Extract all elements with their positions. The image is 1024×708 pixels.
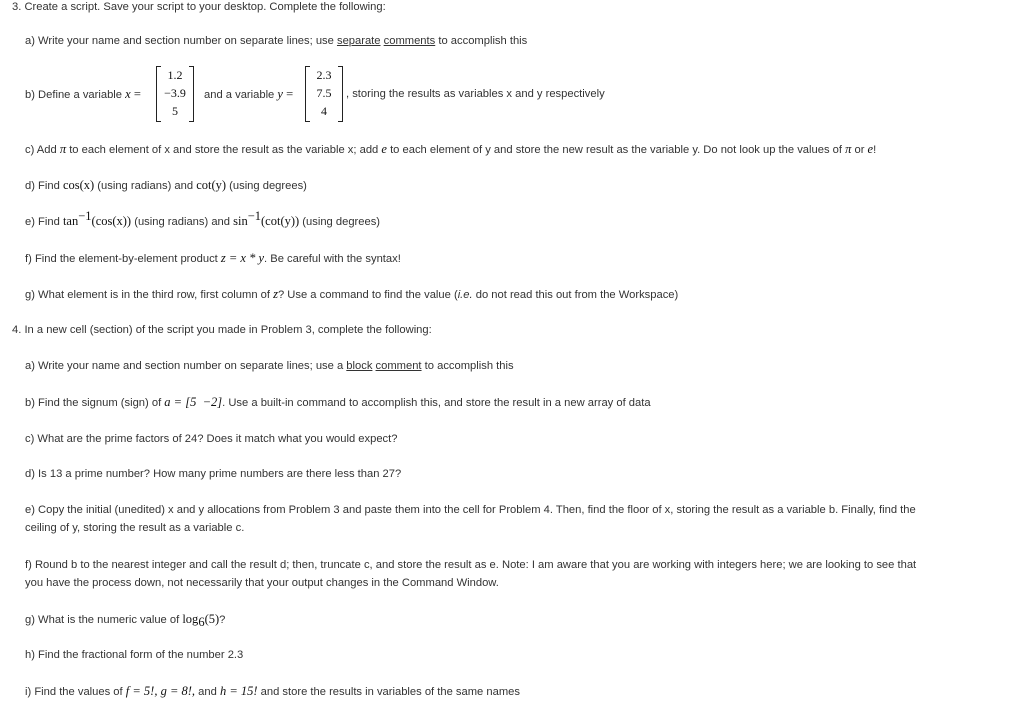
p3-item-b: b) Define a variable x = <box>25 87 141 101</box>
matrix-y-el-2: 7.5 <box>316 86 332 100</box>
matrix-x-el-2: −3.9 <box>164 86 186 100</box>
p3-item-c: c) Add π to each element of x and store the result as the variable x; add e to each element of y and store the new result as the variable y. Do not look up the values of π or e! <box>25 142 877 156</box>
p3-item-b-mid: and a variable y = <box>204 87 294 101</box>
link-block[interactable]: block <box>346 360 373 372</box>
p3-item-b-post: , storing the results as variables x and y respectively <box>346 88 605 100</box>
link-separate[interactable]: separate <box>336 35 381 47</box>
link-comments[interactable]: comments <box>383 35 436 47</box>
p4-item-b: b) Find the signum (sign) of a = [5 −2]. Use a built-in command to accomplish this, and store the result in a new array of data <box>25 395 651 409</box>
matrix-y-el-1: 2.3 <box>316 68 332 82</box>
matrix-y-el-3: 4 <box>321 104 327 118</box>
p4-item-e-line1: e) Copy the initial (unedited) x and y allocations from Problem 3 and paste them into the cell for Problem 4. Then, find the floor of x, storing the result as a variable b. Finally, find the <box>25 504 916 516</box>
p3-item-d: d) Find cos(x) (using radians) and cot(y) (using degrees) <box>25 178 307 192</box>
matrix-y <box>305 66 343 120</box>
p3-item-a: a) Write your name and section number on separate lines; use separate comments to accomplish this <box>25 35 528 47</box>
p3-item-f: f) Find the element-by-element product z = x * y. Be careful with the syntax! <box>25 251 401 265</box>
p4-item-f-line2: you have the process down, not necessarily that your output changes in the Command Window. <box>25 577 499 589</box>
p4-item-d: d) Is 13 a prime number? How many prime numbers are there less than 27? <box>25 468 402 480</box>
p4-item-i: i) Find the values of f = 5!, g = 8!, and h = 15! and store the results in variables of the same names <box>25 684 520 698</box>
p4-item-c: c) What are the prime factors of 24? Does it match what you would expect? <box>25 433 398 445</box>
matrix-x-el-1: 1.2 <box>167 68 183 82</box>
matrix-x <box>156 66 194 120</box>
p4-item-e-line2: ceiling of y, storing the result as a variable c. <box>25 522 245 534</box>
problem-3-header: 3. Create a script. Save your script to your desktop. Complete the following: <box>12 1 386 13</box>
problem-4-header: 4. In a new cell (section) of the script you made in Problem 3, complete the following: <box>12 324 432 336</box>
p4-item-h: h) Find the fractional form of the number 2.3 <box>25 649 244 661</box>
link-comment[interactable]: comment <box>375 360 422 372</box>
p4-item-g: g) What is the numeric value of $\log_6(5)$? <box>25 612 226 629</box>
p3-item-g: g) What element is in the third row, first column of z? Use a command to find the value (i.e. do not read this out from the Workspace) <box>25 287 679 301</box>
p3-item-e: e) Find $\tan^{-1}(\cos(x))$ (using radians) and $\sin^{-1}(\cot(y))$ (using degrees) <box>25 209 381 228</box>
p4-item-a: a) Write your name and section number on separate lines; use a block comment to accomplish this <box>25 360 514 372</box>
p4-item-f-line1: f) Round b to the nearest integer and call the result d; then, truncate c, and store the result as e. Note: I am aware that you are working with integers here; we are looking to see that <box>25 559 917 571</box>
matrix-x-el-3: 5 <box>172 104 178 118</box>
